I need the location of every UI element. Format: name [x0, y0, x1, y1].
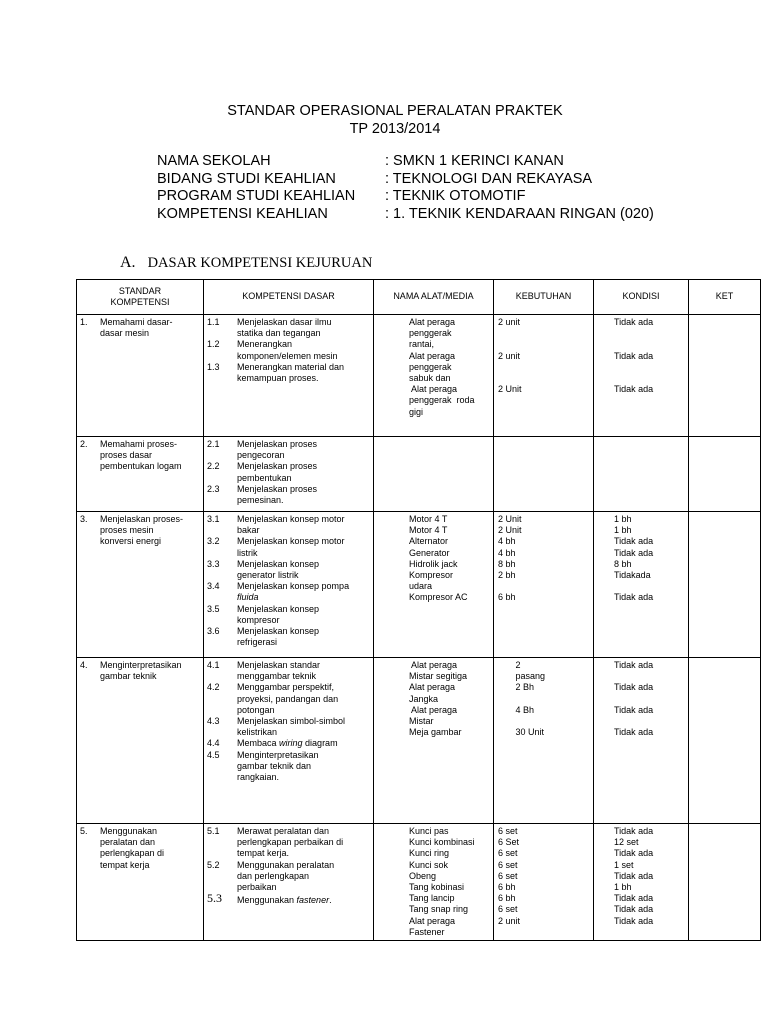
kd-number: 3.5 [207, 603, 220, 614]
cell-kondisi-line: Tidak ada [614, 536, 654, 547]
cell-kebutuhan-line: 2 unit [498, 350, 521, 361]
kd-line: pengecoran [237, 450, 285, 461]
cell-kebutuhan-line: 2 Unit [498, 525, 522, 536]
section-title: DASAR KOMPETENSI KEJURUAN [147, 255, 373, 271]
cell-nama-alat-line: Alat peraga [409, 682, 456, 693]
kd-item [207, 317, 370, 339]
cell-kebutuhan-line: 2 Unit [498, 384, 522, 395]
cell-kondisi-line: Tidak ada [614, 727, 654, 738]
kd-number: 5.2 [207, 859, 220, 870]
cell-nama-alat-line: penggerak roda [409, 395, 475, 406]
kd-number: 3.2 [207, 536, 220, 547]
section-heading [120, 254, 372, 272]
kd-line: bakar [237, 525, 260, 536]
row-number: 5. [80, 826, 88, 836]
standar-line: tempat kerja [100, 859, 150, 870]
kd-item [207, 581, 370, 603]
header-kondisi: KONDISI [594, 280, 689, 315]
kd-number: 5.1 [207, 826, 220, 836]
cell-kondisi [594, 315, 689, 437]
cell-kondisi-line: 1 bh [614, 882, 632, 893]
standar-line: pembentukan logam [100, 461, 182, 472]
kd-number: 4.4 [207, 738, 220, 749]
cell-kondisi-line [614, 581, 685, 592]
cell-ket [689, 658, 761, 824]
cell-kebutuhan-line: 6 bh [498, 592, 516, 603]
cell-kebutuhan-line: 6 set [498, 848, 518, 859]
kd-item [207, 439, 370, 461]
cell-nama-alat-line: Obeng [409, 870, 437, 881]
meta-value: : TEKNIK OTOMOTIF [385, 188, 526, 204]
cell-kebutuhan-line [498, 362, 590, 373]
cell-kondisi-line [614, 328, 685, 339]
table-row [77, 437, 761, 512]
cell-nama-alat-line: Alternator [409, 536, 449, 547]
header-standar: STANDAR KOMPETENSI [77, 280, 204, 315]
kd-item [207, 362, 370, 384]
cell-kondisi-line: Tidak ada [614, 893, 654, 904]
standar-line: Memahami dasar- [100, 317, 173, 327]
cell-kebutuhan-line: 30 Unit [498, 727, 545, 738]
kd-line: potongan [237, 704, 275, 715]
cell-kebutuhan-line [498, 373, 590, 384]
standar-line: Menjelaskan proses- [100, 514, 184, 524]
cell-kebutuhan-line [498, 694, 590, 705]
cell-nama-alat-line: Alat peraga [409, 704, 458, 715]
kd-line: pembentukan [237, 472, 292, 483]
cell-kebutuhan-line: 4 bh [498, 547, 516, 558]
cell-kondisi [594, 437, 689, 512]
cell-kondisi-line: Tidakada [614, 570, 651, 581]
cell-kebutuhan-line: 2 [498, 660, 521, 670]
cell-kondisi-line: Tidak ada [614, 904, 654, 915]
cell-kondisi [594, 824, 689, 941]
standar-line: Menggunakan [100, 826, 158, 836]
kd-line: refrigerasi [237, 637, 278, 648]
table-row [77, 824, 761, 941]
cell-nama-alat-line: Tang lancip [409, 893, 455, 904]
cell-kondisi-line [614, 671, 685, 682]
cell-kebutuhan-line: 6 set [498, 859, 518, 870]
cell-kondisi-line: Tidak ada [614, 704, 654, 715]
kd-line: Menginterpretasikan [237, 749, 319, 760]
cell-kebutuhan [494, 824, 594, 941]
cell-ket [689, 315, 761, 437]
cell-kondisi-line: 1 set [614, 859, 634, 870]
cell-ket [689, 824, 761, 941]
cell-nama-alat [374, 824, 494, 941]
kd-line: gambar teknik dan [237, 760, 312, 771]
cell-nama-alat [374, 437, 494, 512]
cell-kondisi-line: Tidak ada [614, 848, 654, 859]
cell-nama-alat-line: Alat peraga [409, 350, 456, 361]
cell-kebutuhan-line: 6 Set [498, 837, 520, 848]
meta-value: : 1. TEKNIK KENDARAAN RINGAN (020) [385, 205, 654, 222]
cell-kebutuhan [494, 512, 594, 658]
cell-kondisi-line: Tidak ada [614, 350, 654, 361]
cell-standar [77, 512, 204, 658]
cell-nama-alat-line: penggerak [409, 328, 452, 339]
cell-kebutuhan-line: 6 set [498, 870, 518, 881]
kd-number: 3.1 [207, 514, 220, 524]
cell-kebutuhan-line: 4 Bh [498, 704, 535, 715]
kd-number: 2.2 [207, 461, 220, 472]
kd-item [207, 604, 370, 626]
cell-kebutuhan-line: pasang [498, 671, 546, 682]
cell-nama-alat-line: udara [409, 581, 433, 592]
kd-line: Menjelaskan proses [237, 461, 318, 472]
cell-kompetensi-dasar [204, 658, 374, 824]
kd-line: Menggunakan peralatan [237, 859, 335, 870]
kd-line: Menjelaskan konsep motor [237, 536, 345, 547]
cell-kondisi-line: Tidak ada [614, 384, 654, 395]
kd-item [207, 660, 370, 682]
cell-standar [77, 824, 204, 941]
meta-label: KOMPETENSI KEAHLIAN [157, 205, 328, 222]
kd-line: Membaca wiring diagram [237, 738, 338, 749]
cell-kebutuhan [494, 658, 594, 824]
cell-nama-alat-line: Kunci ring [409, 848, 450, 859]
cell-nama-alat-line: Jangka [409, 693, 439, 704]
row-number: 3. [80, 514, 88, 524]
kd-item [207, 682, 370, 716]
kd-item [207, 461, 370, 483]
cell-standar [77, 658, 204, 824]
cell-nama-alat-line: Tang kobinasi [409, 882, 465, 893]
cell-kondisi [594, 658, 689, 824]
kd-number: 3.3 [207, 558, 220, 569]
cell-ket [689, 512, 761, 658]
kd-line: rangkaian. [237, 772, 280, 783]
document-subtitle: TP 2013/2014 [349, 121, 441, 137]
cell-kondisi-line: Tidak ada [614, 592, 654, 603]
kd-number: 2.3 [207, 483, 220, 494]
kd-line: pemesinan. [237, 495, 284, 506]
cell-standar [77, 437, 204, 512]
cell-nama-alat-line: Tang snap ring [409, 904, 469, 915]
kd-line: listrik [237, 547, 258, 558]
cell-kebutuhan-line: 2 Unit [498, 514, 522, 524]
cell-kondisi-line: Tidak ada [614, 915, 654, 926]
table-row [77, 315, 761, 437]
kd-item [207, 514, 370, 536]
cell-nama-alat-line: Kunci pas [409, 826, 449, 836]
standar-line: Menginterpretasikan [100, 660, 182, 670]
header-kebutuhan: KEBUTUHAN [494, 280, 594, 315]
cell-kebutuhan-line [498, 581, 590, 592]
cell-kondisi-line: 1 bh [614, 514, 632, 524]
kd-number: 1.2 [207, 339, 220, 350]
kd-line: Menjelaskan konsep pompa [237, 581, 350, 592]
cell-nama-alat-line: penggerak [409, 361, 452, 372]
cell-kondisi-line [614, 694, 685, 705]
kd-line: statika dan tegangan [237, 328, 321, 339]
cell-kebutuhan-line: 2 unit [498, 915, 521, 926]
kd-item [207, 750, 370, 784]
cell-nama-alat [374, 512, 494, 658]
cell-kebutuhan-line: 6 set [498, 826, 518, 836]
cell-kondisi-line: Tidak ada [614, 660, 654, 670]
cell-kebutuhan-line: 2 unit [498, 317, 521, 327]
cell-nama-alat-line: Motor 4 T [409, 514, 448, 524]
section-letter: A. [120, 254, 136, 271]
kd-item [207, 559, 370, 581]
table-row [77, 512, 761, 658]
table-row [77, 658, 761, 824]
cell-kebutuhan-line: 4 bh [498, 536, 516, 547]
cell-kebutuhan [494, 315, 594, 437]
cell-nama-alat-line: Kunci sok [409, 859, 449, 870]
cell-kondisi-line: 1 bh [614, 525, 632, 536]
cell-kebutuhan [494, 437, 594, 512]
kd-line: menggambar teknik [237, 671, 317, 682]
cell-nama-alat-line: Mistar [409, 716, 434, 727]
kd-line: generator listrik [237, 570, 299, 581]
meta-label: PROGRAM STUDI KEAHLIAN [157, 188, 356, 204]
kd-line: Menjelaskan konsep [237, 603, 320, 614]
cell-nama-alat-line: Alat peraga [409, 317, 456, 327]
cell-kondisi-line: 12 set [614, 837, 639, 848]
row-number: 2. [80, 439, 88, 449]
kd-item [207, 860, 370, 894]
kd-number: 2.1 [207, 439, 220, 449]
cell-nama-alat-line: Alat peraga [409, 660, 458, 670]
kd-line: komponen/elemen mesin [237, 350, 338, 361]
meta-value: : TEKNOLOGI DAN REKAYASA [385, 170, 593, 187]
standar-line: dasar mesin [100, 328, 150, 339]
cell-kompetensi-dasar [204, 437, 374, 512]
cell-kondisi-line: Tidak ada [614, 870, 654, 881]
cell-nama-alat-line: Motor 4 T [409, 525, 448, 536]
cell-kondisi-line [614, 373, 685, 384]
kd-line: Menjelaskan proses [237, 439, 318, 449]
cell-nama-alat-line: rantai, [409, 339, 435, 350]
cell-nama-alat-line: Mistar segitiga [409, 671, 468, 682]
cell-kebutuhan-line: 2 bh [498, 570, 516, 581]
kd-line: kompresor [237, 614, 280, 625]
cell-nama-alat [374, 658, 494, 824]
cell-nama-alat-line: Kompresor AC [409, 592, 468, 603]
kd-line: Menjelaskan proses [237, 483, 318, 494]
kd-line: kemampuan proses. [237, 373, 319, 384]
kd-line: proyeksi, pandangan dan [237, 693, 339, 704]
cell-kebutuhan-line: 6 bh [498, 893, 516, 904]
kd-line: perbaikan [237, 882, 277, 893]
kd-line: Menjelaskan konsep [237, 558, 320, 569]
cell-kondisi [594, 512, 689, 658]
cell-kebutuhan-line: 2 Bh [498, 682, 535, 693]
cell-nama-alat-line: gigi [409, 406, 424, 417]
cell-nama-alat-line: Generator [409, 547, 450, 558]
cell-kompetensi-dasar [204, 512, 374, 658]
kd-item [207, 339, 370, 361]
standar-line: proses mesin [100, 525, 154, 536]
row-number: 4. [80, 660, 88, 670]
kd-number: 3.6 [207, 626, 220, 637]
cell-kebutuhan-line [498, 716, 590, 727]
cell-kebutuhan-line: 6 bh [498, 882, 516, 893]
equipment-table [76, 279, 761, 941]
kd-line: perlengkapan perbaikan di [237, 837, 344, 848]
kd-line: Menjelaskan standar [237, 660, 321, 670]
kd-line: Merawat peralatan dan [237, 826, 330, 836]
kd-number: 3.4 [207, 581, 220, 592]
kd-item [207, 893, 370, 906]
kd-line: Menggunakan fastener. [237, 895, 332, 906]
cell-kondisi-line: 8 bh [614, 558, 632, 569]
cell-kompetensi-dasar [204, 315, 374, 437]
kd-line: dan perlengkapan [237, 870, 310, 881]
cell-kebutuhan-line [498, 328, 590, 339]
kd-item [207, 716, 370, 738]
kd-line: Menggambar perspektif, [237, 682, 335, 693]
cell-nama-alat [374, 315, 494, 437]
header-nama-alat: NAMA ALAT/MEDIA [374, 280, 494, 315]
cell-kondisi-line [614, 339, 685, 350]
kd-line: tempat kerja. [237, 848, 290, 859]
kd-line: Menerangkan [237, 339, 293, 350]
cell-nama-alat-line: sabuk dan [409, 373, 451, 384]
cell-nama-alat-line: Kompresor [409, 570, 454, 581]
document-title: STANDAR OPERASIONAL PERALATAN PRAKTEK [227, 103, 563, 119]
kd-number: 5.3 [207, 891, 222, 906]
header-kompetensi-dasar: KOMPETENSI DASAR [204, 280, 374, 315]
cell-nama-alat-line: Alat peraga [409, 384, 458, 395]
kd-line: Menjelaskan dasar ilmu [237, 317, 332, 327]
cell-nama-alat-line: Fastener [409, 926, 445, 937]
cell-nama-alat-line: Hidrolik jack [409, 558, 458, 569]
meta-label: NAMA SEKOLAH [157, 153, 271, 169]
kd-item [207, 536, 370, 558]
cell-kondisi-line: Tidak ada [614, 826, 654, 836]
header-ket: KET [689, 280, 761, 315]
kd-item [207, 626, 370, 648]
cell-kebutuhan-line: 8 bh [498, 558, 516, 569]
row-number: 1. [80, 317, 88, 327]
kd-number: 4.2 [207, 682, 220, 693]
standar-line: peralatan dan [100, 837, 156, 848]
cell-kebutuhan-line: 6 set [498, 904, 518, 915]
kd-line: Menerangkan material dan [237, 361, 345, 372]
cell-kebutuhan-line [498, 339, 590, 350]
kd-line: Menjelaskan konsep [237, 626, 320, 637]
kd-number: 4.5 [207, 749, 220, 760]
kd-line: fluida [237, 592, 259, 603]
cell-kompetensi-dasar [204, 824, 374, 941]
meta-value: : SMKN 1 KERINCI KANAN [385, 153, 564, 169]
cell-nama-alat-line: Kunci kombinasi [409, 837, 475, 848]
kd-line: Menjelaskan konsep motor [237, 514, 345, 524]
meta-label: BIDANG STUDI KEAHLIAN [157, 170, 336, 187]
kd-number: 4.3 [207, 716, 220, 727]
cell-kondisi-line [614, 716, 685, 727]
kd-number: 1.3 [207, 361, 220, 372]
standar-line: konversi energi [100, 536, 162, 547]
kd-line: kelistrikan [237, 727, 278, 738]
standar-line: gambar teknik [100, 671, 157, 682]
kd-number: 1.1 [207, 317, 220, 327]
standar-line: perlengkapan di [100, 848, 165, 859]
kd-item [207, 826, 370, 860]
cell-kondisi-line: Tidak ada [614, 682, 654, 693]
kd-number: 4.1 [207, 660, 220, 670]
standar-line: proses dasar [100, 450, 153, 461]
kd-item [207, 738, 370, 749]
cell-kondisi-line: Tidak ada [614, 317, 654, 327]
cell-nama-alat-line: Alat peraga [409, 915, 456, 926]
standar-line: Memahami proses- [100, 439, 178, 449]
kd-line: Menjelaskan simbol-simbol [237, 716, 346, 727]
kd-item [207, 484, 370, 506]
table-header-row [77, 280, 761, 315]
cell-standar [77, 315, 204, 437]
cell-kondisi-line [614, 362, 685, 373]
cell-kondisi-line: Tidak ada [614, 547, 654, 558]
cell-nama-alat-line: Meja gambar [409, 727, 462, 738]
cell-ket [689, 437, 761, 512]
